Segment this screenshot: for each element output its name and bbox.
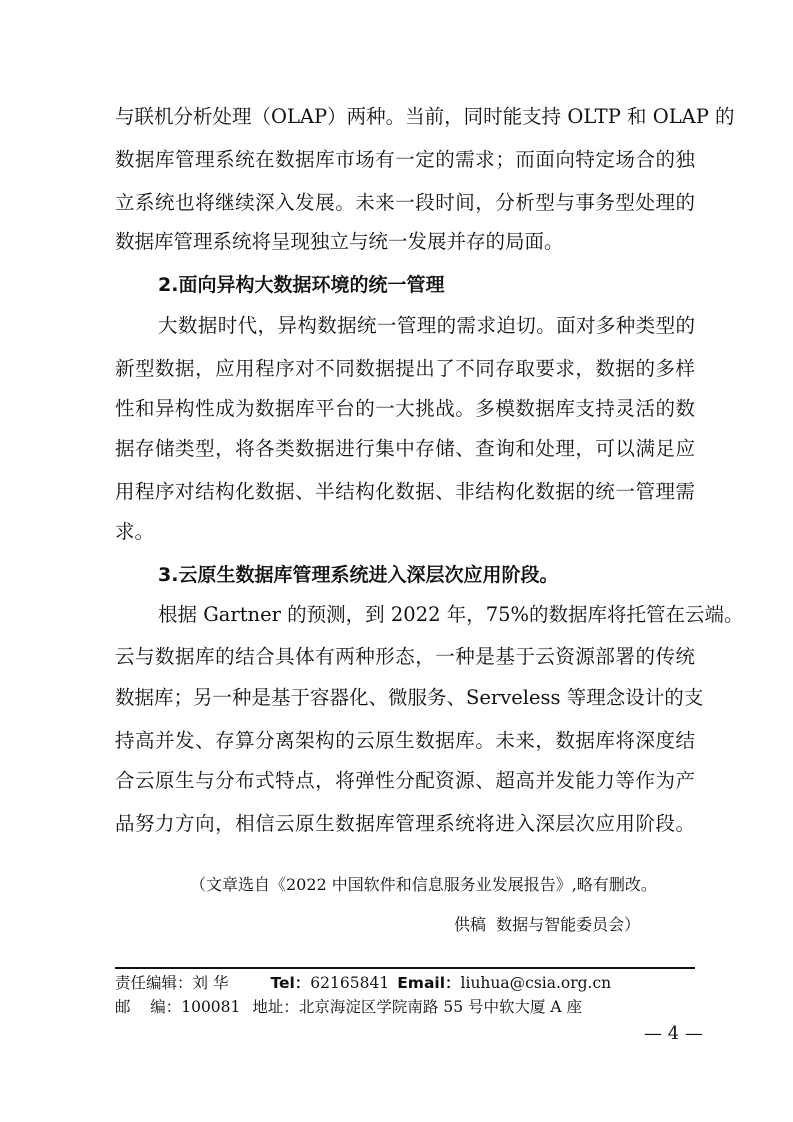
postcode-value: 100081 — [181, 998, 241, 1016]
paragraph-line: 据存储类型，将各类数据进行集中存储、查询和处理，可以满足应 — [115, 437, 695, 460]
paragraph-line: 持高并发、存算分离架构的云原生数据库。未来，数据库将深度结 — [115, 729, 695, 752]
email-value: liuhua@csia.org.cn — [460, 974, 612, 992]
source-note: （文章选自《2022 中国软件和信息服务业发展报告》,略有删改。 — [190, 875, 657, 894]
paragraph-line: 性和异构性成为数据库平台的一大挑战。多模数据库支持灵活的数 — [115, 397, 695, 420]
postcode-label: 邮 编： — [115, 998, 182, 1016]
footer-editor-line — [115, 972, 611, 994]
section-heading: 2.面向异构大数据环境的统一管理 — [158, 274, 445, 296]
footer-rule — [115, 967, 695, 969]
paragraph-line: 数据库管理系统在数据库市场有一定的需求；而面向特定场合的独 — [115, 148, 695, 171]
paragraph-line: 大数据时代，异构数据统一管理的需求迫切。面对多种类型的 — [158, 314, 695, 337]
address-value: 北京海淀区学院南路 55 号中软大厦 A 座 — [298, 998, 583, 1016]
footer-address-line — [115, 996, 582, 1018]
tel-value: 62165841 — [310, 974, 390, 992]
paragraph-line: 新型数据，应用程序对不同数据提出了不同存取要求，数据的多样 — [115, 357, 695, 380]
email-label: Email： — [397, 974, 461, 992]
source-contributor: 供稿 数据与智能委员会） — [454, 915, 641, 934]
editor-name: 刘 华 — [192, 974, 229, 992]
page-number: — 4 — — [644, 1023, 703, 1044]
paragraph-line: 求。 — [115, 520, 155, 543]
paragraph-line: 用程序对结构化数据、半结构化数据、非结构化数据的统一管理需 — [115, 480, 695, 503]
section-heading: 3.云原生数据库管理系统进入深层次应用阶段。 — [158, 564, 559, 586]
paragraph-line: 与联机分析处理（OLAP）两种。当前，同时能支持 OLTP 和 OLAP 的 — [115, 105, 735, 128]
paragraph-line: 合云原生与分布式特点，将弹性分配资源、超高并发能力等作为产 — [115, 769, 695, 792]
paragraph-line: 数据库；另一种是基于容器化、微服务、Serveless 等理念设计的支 — [115, 686, 704, 709]
paragraph-line: 品努力方向，相信云原生数据库管理系统将进入深层次应用阶段。 — [115, 812, 695, 835]
tel-label: Tel： — [270, 974, 311, 992]
paragraph-line: 根据 Gartner 的预测，到 2022 年，75%的数据库将托管在云端。 — [158, 603, 744, 626]
editor-label: 责任编辑： — [115, 974, 193, 992]
paragraph-line: 立系统也将继续深入发展。未来一段时间，分析型与事务型处理的 — [115, 191, 695, 214]
paragraph-line: 云与数据库的结合具体有两种形态，一种是基于云资源部署的传统 — [115, 645, 695, 668]
paragraph-line: 数据库管理系统将呈现独立与统一发展并存的局面。 — [115, 230, 564, 253]
address-label: 地址： — [252, 998, 299, 1016]
